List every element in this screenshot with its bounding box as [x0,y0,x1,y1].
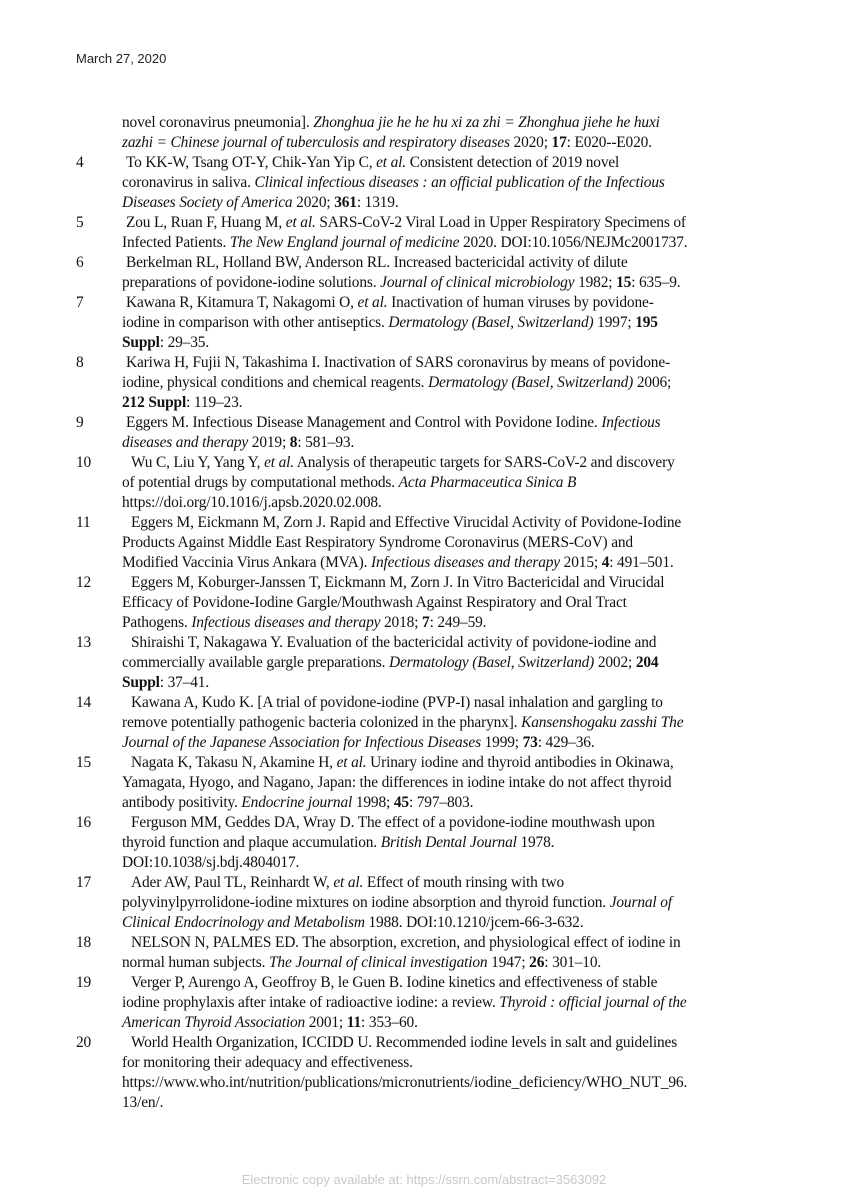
reference-line [122,533,776,553]
reference-number: 18 [76,934,92,951]
italic-text: The Journal of clinical investigation [269,954,488,971]
italic-text: Dermatology (Basel, Switzerland) [389,654,595,671]
reference-line [122,493,776,513]
text-segment: 1998; [352,794,394,811]
italic-text: Endocrine journal [241,794,353,811]
italic-text: diseases and therapy [122,434,249,451]
reference-line [122,293,776,313]
text-segment: Analysis of therapeutic targets for SARS-CoV-2 and discovery [293,454,675,471]
bold-text: 17 [551,134,567,151]
reference-line [122,153,776,173]
text-segment: 2006; [633,374,672,391]
text-segment: Shiraishi T, Nakagawa Y. Evaluation of the bactericidal activity of povidone-iodine and [131,634,657,651]
italic-text: et al. [376,154,406,171]
italic-text: Diseases Society of America [122,194,293,211]
reference-entry [76,113,776,153]
italic-text: Infectious diseases and therapy [191,614,381,631]
italic-text: et al. [264,454,294,471]
text-segment: Pathogens. [122,614,192,631]
text-segment: remove potentially pathogenic bacteria colonized in the pharynx]. [122,714,522,731]
reference-line [122,833,776,853]
text-segment: Eggers M, Koburger-Janssen T, Eickmann M, Zorn J. In Vitro Bactericidal and Virucidal [131,574,665,591]
text-segment: : 429–36. [537,734,595,751]
italic-text: Thyroid : official journal of the [499,994,687,1011]
reference-line [122,393,776,413]
reference-entry [76,753,776,813]
reference-number: 7 [76,294,84,311]
reference-line [122,613,776,633]
reference-line [122,1013,776,1033]
text-segment: Effect of mouth rinsing with two [363,874,564,891]
text-segment: : 353–60. [361,1014,418,1031]
reference-line [122,733,776,753]
reference-line [122,333,776,353]
italic-text: The New England journal of medicine [229,234,460,251]
text-segment: preparations of povidone-iodine solutions. [122,274,381,291]
text-segment: antibody positivity. [122,794,242,811]
page-header-date: March 27, 2020 [76,51,167,66]
text-segment: : 119–23. [186,394,243,411]
reference-entry [76,353,776,413]
italic-text: Dermatology (Basel, Switzerland) [388,314,594,331]
reference-line [122,273,776,293]
reference-line [122,1053,776,1073]
italic-text: et al. [357,294,388,311]
reference-number: 5 [76,214,84,231]
reference-line [122,713,776,733]
italic-text: Journal of clinical microbiology [380,274,575,291]
text-segment: coronavirus in saliva. [122,174,255,191]
reference-number: 10 [76,454,92,471]
text-segment: DOI:10.1038/sj.bdj.4804017. [122,854,300,871]
reference-line [122,873,776,893]
reference-number: 13 [76,634,92,651]
text-segment: Eggers M, Eickmann M, Zorn J. Rapid and Effective Virucidal Activity of Povidone-Iodine [131,514,682,531]
text-segment: for monitoring their adequacy and effectiveness. [122,1054,413,1071]
reference-line [122,573,776,593]
reference-line [122,893,776,913]
italic-text: et al. [333,874,364,891]
reference-line [122,653,776,673]
text-segment: : 581–93. [297,434,355,451]
text-segment: iodine prophylaxis after intake of radioactive iodine: a review. [122,994,500,1011]
text-segment: Kawana A, Kudo K. [A trial of povidone-iodine (PVP-I) nasal inhalation and gargling to [131,694,663,711]
text-segment: thyroid function and plaque accumulation. [122,834,381,851]
ssrn-footer-notice: Electronic copy available at: https://ssrn.com/abstract=3563092 [241,1172,607,1187]
italic-text: Clinical infectious diseases : an official publication of the Infectious [254,174,665,191]
reference-entry [76,813,776,873]
reference-entry [76,1033,776,1113]
italic-text: American Thyroid Association [122,1014,306,1031]
text-segment: : 301–10. [544,954,602,971]
text-segment: commercially available gargle preparations. [122,654,390,671]
text-segment: 1988. DOI:10.1210/jcem-66-3-632. [364,914,584,931]
text-segment: : 29–35. [159,334,210,351]
text-segment: Yamagata, Hyogo, and Nagano, Japan: the differences in iodine intake do not affect thyroid [122,774,672,791]
reference-entry [76,513,776,573]
reference-line [122,113,776,133]
text-segment: Ader AW, Paul TL, Reinhardt W, [131,874,334,891]
reference-number: 11 [76,514,91,531]
text-segment: Efficacy of Povidone-Iodine Gargle/Mouthwash Against Respiratory and Oral Tract [122,594,627,611]
bold-text: Suppl [122,334,160,351]
reference-line [122,993,776,1013]
reference-number: 20 [76,1034,92,1051]
italic-text: British Dental Journal [380,834,517,851]
text-segment: NELSON N, PALMES ED. The absorption, excretion, and physiological effect of iodine in [131,934,681,951]
reference-line [122,1073,776,1093]
bold-text: 11 [346,1014,361,1031]
italic-text: Journal of the Japanese Association for Infectious Diseases [122,734,481,751]
text-segment: Eggers M. Infectious Disease Management and Control with Povidone Iodine. [126,414,602,431]
italic-text: zazhi = Chinese journal of tuberculosis and respiratory diseases [122,134,510,151]
text-segment: 1947; [487,954,530,971]
bold-text: 8 [289,434,298,451]
reference-line [122,593,776,613]
reference-number: 6 [76,254,84,271]
text-segment: Berkelman RL, Holland BW, Anderson RL. Increased bactericidal activity of dilute [126,254,628,271]
text-segment: : 1319. [356,194,399,211]
reference-entry [76,633,776,693]
reference-entry [76,573,776,633]
text-segment: : E020--E020. [566,134,652,151]
text-segment: Modified Vaccinia Virus Ankara (MVA). [122,554,371,571]
text-segment: : 249–59. [429,614,487,631]
reference-line [122,513,776,533]
reference-number: 12 [76,574,92,591]
reference-number: 17 [76,874,92,891]
italic-text: et al. [336,754,367,771]
text-segment: Kawana R, Kitamura T, Nakagomi O, [126,294,358,311]
reference-list [76,113,776,1113]
reference-line [122,673,776,693]
reference-number: 19 [76,974,92,991]
reference-line [122,793,776,813]
reference-number: 4 [76,154,84,171]
bold-text: 26 [529,954,545,971]
reference-line [122,753,776,773]
reference-line [122,233,776,253]
reference-entry [76,453,776,513]
reference-entry [76,213,776,253]
reference-entry [76,253,776,293]
text-segment: polyvinylpyrrolidone-iodine mixtures on iodine absorption and thyroid function. [122,894,610,911]
reference-number: 14 [76,694,92,711]
italic-text: et al. [285,214,316,231]
reference-entry [76,933,776,973]
text-segment: Urinary iodine and thyroid antibodies in Okinawa, [366,754,674,771]
reference-line [122,373,776,393]
italic-text: Acta Pharmaceutica Sinica B [398,474,577,491]
reference-number: 15 [76,754,92,771]
text-segment: iodine, physical conditions and chemical reagents. [122,374,429,391]
text-segment: https://www.who.int/nutrition/publications/micronutrients/iodine_deficiency/WHO_NUT_96. [122,1074,688,1091]
text-segment: 13/en/. [122,1094,164,1111]
bold-text: Suppl [122,674,160,691]
text-segment: World Health Organization, ICCIDD U. Recommended iodine levels in salt and guidelines [131,1034,678,1051]
bold-text: 204 [635,654,659,671]
text-segment: : 797–803. [408,794,474,811]
bold-text: 4 [601,554,610,571]
bold-text: 361 [334,194,357,211]
reference-line [122,313,776,333]
reference-entry [76,153,776,213]
reference-entry [76,873,776,933]
text-segment: Products Against Middle East Respiratory Syndrome Coronavirus (MERS-CoV) and [122,534,633,551]
reference-line [122,473,776,493]
bold-text: 7 [422,614,430,631]
reference-line [122,913,776,933]
reference-line [122,453,776,473]
reference-line [122,1093,776,1113]
italic-text: Infectious diseases and therapy [371,554,560,571]
italic-text: Journal of [609,894,672,911]
text-segment: Nagata K, Takasu N, Akamine H, [131,754,337,771]
reference-entry [76,693,776,753]
text-segment: Consistent detection of 2019 novel [406,154,620,171]
reference-line [122,253,776,273]
text-segment: Inactivation of human viruses by povidone- [387,294,654,311]
text-segment: 2002; [594,654,636,671]
bold-text: 15 [616,274,632,291]
text-segment: normal human subjects. [122,954,270,971]
reference-line [122,433,776,453]
text-segment: Infected Patients. [122,234,230,251]
reference-line [122,773,776,793]
text-segment: Kariwa H, Fujii N, Takashima I. Inactivation of SARS coronavirus by means of povidone- [126,354,670,371]
reference-line [122,213,776,233]
text-segment: 2019; [248,434,290,451]
italic-text: Infectious [601,414,661,431]
reference-line [122,813,776,833]
reference-entry [76,413,776,453]
reference-number: 9 [76,414,84,431]
text-segment: : 635–9. [631,274,681,291]
text-segment: : 491–501. [609,554,674,571]
reference-line [122,1033,776,1053]
text-segment: 2020. DOI:10.1056/NEJMc2001737. [459,234,688,251]
reference-number: 16 [76,814,92,831]
bold-text: 73 [522,734,538,751]
italic-text: Zhonghua jie he he hu xi za zhi = Zhonghua jiehe he huxi [313,114,660,131]
text-segment: 2020; [509,134,552,151]
bold-text: 212 Suppl [122,394,187,411]
text-segment: 1978. [516,834,555,851]
text-segment: 2018; [380,614,423,631]
text-segment: : 37–41. [159,674,210,691]
reference-entry [76,973,776,1033]
italic-text: Clinical Endocrinology and Metabolism [122,914,365,931]
text-segment: Ferguson MM, Geddes DA, Wray D. The effect of a povidone-iodine mouthwash upon [131,814,655,831]
text-segment: of potential drugs by computational methods. [122,474,399,491]
reference-line [122,413,776,433]
text-segment: 2001; [305,1014,347,1031]
italic-text: Dermatology (Basel, Switzerland) [428,374,634,391]
text-segment: 2015; [559,554,602,571]
reference-line [122,633,776,653]
reference-line [122,693,776,713]
reference-line [122,853,776,873]
reference-line [122,933,776,953]
reference-line [122,973,776,993]
reference-number: 8 [76,354,84,371]
text-segment: 2020; [292,194,335,211]
text-segment: 1997; [593,314,636,331]
text-segment: https://doi.org/10.1016/j.apsb.2020.02.008. [122,494,382,511]
text-segment: Zou L, Ruan F, Huang M, [126,214,286,231]
text-segment: 1982; [574,274,617,291]
reference-line [122,553,776,573]
italic-text: Kansenshogaku zasshi The [521,714,684,731]
text-segment: SARS-CoV-2 Viral Load in Upper Respiratory Specimens of [315,214,686,231]
reference-line [122,173,776,193]
text-segment: To KK-W, Tsang OT-Y, Chik-Yan Yip C, [126,154,377,171]
text-segment: Wu C, Liu Y, Yang Y, [131,454,265,471]
reference-line [122,353,776,373]
text-segment: 1999; [480,734,523,751]
bold-text: 195 [635,314,658,331]
reference-line [122,953,776,973]
reference-line [122,133,776,153]
reference-line [122,193,776,213]
text-segment: iodine in comparison with other antiseptics. [122,314,389,331]
reference-entry [76,293,776,353]
text-segment: novel coronavirus pneumonia]. [122,114,314,131]
text-segment: Verger P, Aurengo A, Geoffroy B, le Guen B. Iodine kinetics and effectiveness of stable [131,974,658,991]
bold-text: 45 [393,794,409,811]
